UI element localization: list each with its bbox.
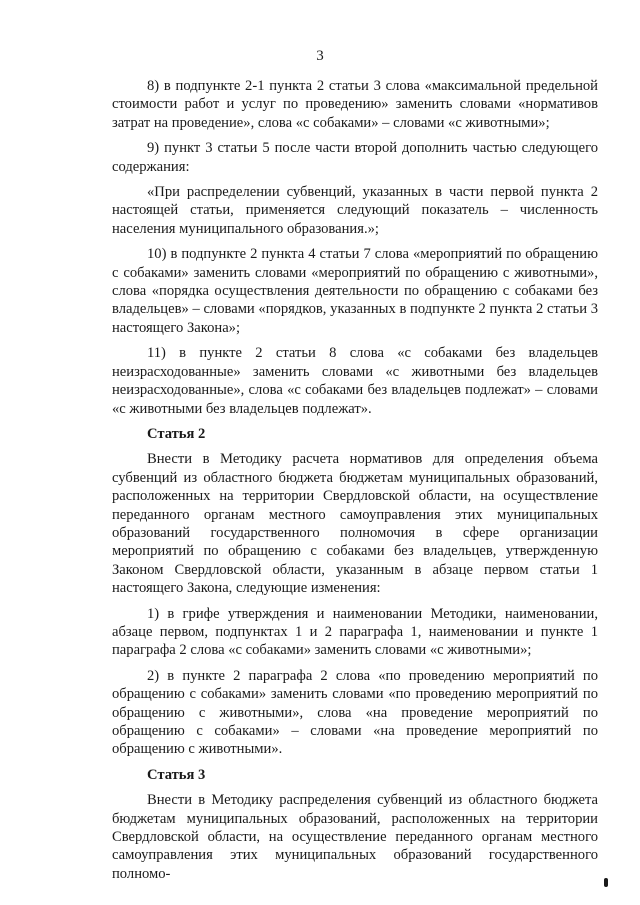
article-3-intro: Внести в Методику распределения субвенций из областного бюджета бюджетам муниципальных образований, расположенных на территории Свердловской области, на осуществление переданного органам местного самоуправления этих муниципальных образований государственного полномо- <box>112 792 598 882</box>
document-body <box>112 77 598 890</box>
scan-mark <box>604 878 608 887</box>
page-number: 3 <box>316 48 324 64</box>
article-2-item-1: 1) в грифе утверждения и наименовании Методики, наименовании, абзаце первом, подпунктах 1 и 2 параграфа 1, наименовании и пункте 1 параграфа 2 слова «с собаками» заменить словами «с животными»; <box>112 605 598 659</box>
paragraph-item-10: 10) в подпункте 2 пункта 4 статьи 7 слова «мероприятий по обращению с собаками» заменить словами «мероприятий по обращению с животными», слова «порядка осуществления деятельности по обращению с собаками без владельцев» – словами «порядков, указанных в подпункте 2 пункта 2 статьи 3 настоящего Закона»; <box>112 246 598 336</box>
article-3-heading: Статья 3 <box>147 766 206 783</box>
paragraph-quote: «При распределении субвенций, указанных в части первой пункта 2 настоящей статьи, применяется следующий показатель – численность населения муниципального образования.»; <box>112 184 598 237</box>
article-2-item-2: 2) в пункте 2 параграфа 2 слова «по проведению мероприятий по обращению с собаками» заменить словами «по проведению мероприятий по обращению с животными», слова «на проведение мероприятий по обращению с собаками» – словами «на проведение мероприятий по обращению с животными». <box>112 667 598 758</box>
article-2-heading: Статья 2 <box>147 425 206 442</box>
article-2-intro: Внести в Методику расчета нормативов для определения объема субвенций из областного бюджета бюджетам муниципальных образований, расположенных на территории Свердловской области, на осуществление переданного органам местного самоуправления этих муниципальных образований государственного полномочия в сфере организации мероприятий по обращению с собаками без владельцев, утвержденную Законом Свердловской области, указанным в абзаце первом статьи 1 настоящего Закона, следующие изменения: <box>112 451 598 597</box>
paragraph-item-8: 8) в подпункте 2-1 пункта 2 статьи 3 слова «максимальной предельной стоимости работ и услуг по проведению» заменить словами «нормативов затрат на проведение», слова «с собаками» – словами «с животными»; <box>112 78 598 131</box>
paragraph-item-11: 11) в пункте 2 статьи 8 слова «с собаками без владельцев неизрасходованные» заменить словами «с животными без владельцев неизрасходованные», слова «с собаками без владельцев подлежат» – словами «с животными без владельцев подлежат». <box>112 345 598 417</box>
paragraph-item-9: 9) пункт 3 статьи 5 после части второй дополнить частью следующего содержания: <box>112 140 598 175</box>
